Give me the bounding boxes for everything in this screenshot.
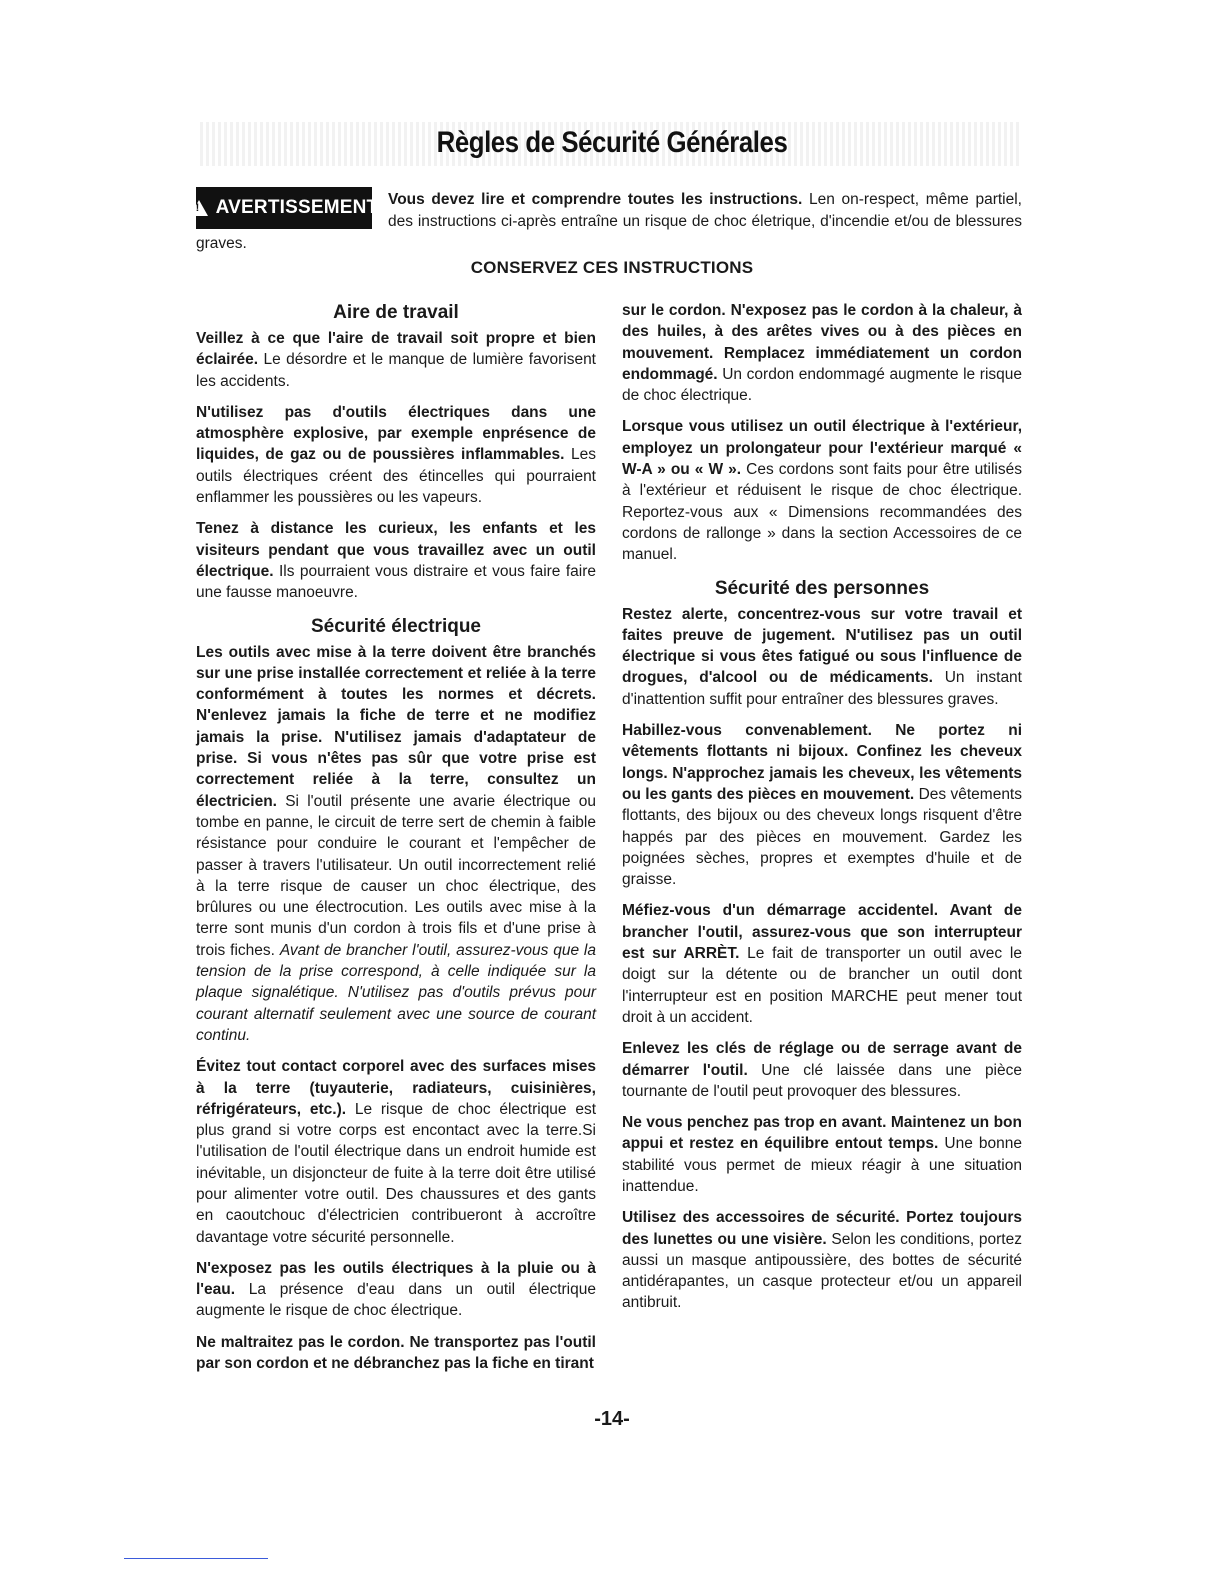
paragraph (622, 720, 1022, 890)
section-heading-personnes: Sécurité des personnes (714, 577, 930, 599)
paragraph-text: Les outils électriques créent des étincelles qui pourraient enflammer les poussières ou les vapeurs. (196, 446, 596, 507)
paragraph-text: Une clé laissée dans une pièce tournante de l'outil peut provoquer des blessures. (622, 1061, 1022, 1100)
paragraph-text: Le désordre et le manque de lumière favorisent les accidents. (196, 351, 596, 390)
paragraph-text: Des vêtements flottants, des bijoux ou des cheveux longs risquent d'être happés par des pièces en mouvement. Gardez les poignées sèches, propres et exemptes d'huile et de graisse. (622, 785, 1022, 889)
paragraph-bold: N'exposez pas les outils électriques à la pluie ou à l'eau. (196, 1259, 596, 1299)
paragraph (196, 328, 596, 392)
paragraph (196, 518, 596, 603)
paragraph-text: Une bonne stabilité vous permet de mieux réagir à une situation inattendue. (622, 1135, 1023, 1195)
paragraph (622, 1112, 1022, 1197)
warning-intro (196, 189, 1022, 255)
paragraph-italic: Avant de brancher l'outil, assurez-vous que la tension de la prise correspond, à celle indiquée sur la plaque signalétique. N'utilisez pas d'outils prévus pour courant alternatif seulement avec une source de courant continu. (196, 941, 596, 1044)
footer-rule (124, 1558, 268, 1559)
right-column (622, 300, 1022, 1324)
paragraph-bold: N'utilisez pas d'outils électriques dans une atmosphère explosive, par exemple enprésence de liquides, de gaz ou de poussières inflammables. (196, 403, 596, 464)
paragraph-bold: Veillez à ce que l'aire de travail soit propre et bien éclairée. (196, 330, 596, 369)
paragraph (622, 1207, 1022, 1313)
paragraph (196, 1056, 596, 1248)
paragraph-text: Le risque de choc électrique est plus grand si votre corps est encontact avec la terre.Si l'utilisation de l'outil électrique dans un endroit humide est inévitable, un disjoncteur de fuite à la terre doit être utilisé pour alimenter votre outil. Des chaussures et des gants en caoutchouc d'électricien contribueront à accroître davantage votre sécurité personnelle. (196, 1100, 596, 1246)
page-number: -14- (594, 1408, 630, 1430)
paragraph-bold: Méfiez-vous d'un démarrage accidentel. Avant de brancher l'outil, assurez-vous que son interrupteur est sur ARRÈT. (622, 902, 1022, 963)
paragraph-bold: Habillez-vous convenablement. Ne portez ni vêtements flottants ni bijoux. Confinez les cheveux longs. N'approchez jamais les cheveux, les vêtements ou les gants des pièces en mouvement. (622, 722, 1022, 803)
paragraph (196, 1332, 596, 1375)
paragraph-text: Un instant d'inattention suffit pour entraîner des blessures graves. (622, 669, 1022, 708)
section-heading-electrique: Sécurité électrique (310, 615, 482, 637)
paragraph-text: Si l'outil présente une avarie électrique ou tombe en panne, le circuit de terre sert de chemin à faible résistance pour conduire le courant et l'empêcher de passer à travers l'utilisateur. Un outil incorrectement relié à la terre risque de causer un choc électrique, des brûlures ou une électrocution. Les outils avec mise à la terre sont munis d'un cordon à trois fils et d'une prise à trois fiches. (196, 792, 596, 959)
paragraph-text: La présence d'eau dans un outil électrique augmente le risque de choc électrique. (196, 1281, 596, 1320)
paragraph-text: Un cordon endommagé augmente le risque de choc électrique. (622, 365, 1022, 405)
paragraph-bold: sur le cordon. N'exposez pas le cordon à la chaleur, à des huiles, à des arêtes vives ou à des pièces en mouvement. Remplacez immédiatement un cordon endommagé. (622, 302, 1022, 383)
paragraph-text: Selon les conditions, portez aussi un masque antipoussière, des bottes de sécurité antidérapantes, un casque protecteur et/ou un appareil antibruit. (622, 1230, 1022, 1312)
section-heading-aire: Aire de travail (333, 302, 459, 323)
paragraph-bold: Lorsque vous utilisez un outil électrique à l'extérieur, employez un prolongateur pour l'extérieur marqué « W-A » ou « W ». (622, 418, 1022, 479)
paragraph-text: Ces cordons sont faits pour être utilisés à l'extérieur et réduisent le risque de choc électrique. Reportez-vous aux « Dimensions recommandées des cordons de rallonge » dans la section Accessoires de ce manuel. (622, 461, 1022, 564)
paragraph-text: Ils pourraient vous distraire et vous faire faire une fausse manoeuvre. (196, 562, 596, 602)
paragraph (622, 900, 1022, 1028)
warning-body-text: Len on-respect, même partiel, des instructions ci-après entraîne un risque de choc életrique, d'incendie et/ou de blessures graves. (196, 191, 1022, 252)
badge-spacer (196, 189, 388, 233)
paragraph-bold: Restez alerte, concentrez-vous sur votre travail et faites preuve de jugement. N'utilisez pas un outil électrique si vous êtes fatigué ou sous l'influence de drogues, d'alcool ou de médicaments. (622, 605, 1022, 687)
paragraph-text: Le fait de transporter un outil avec le doigt sur la détente ou de brancher un outil dont l'interrupteur est en position MARCHE peut mener tout droit à un accident. (622, 945, 1022, 1026)
paragraph-bold: Ne maltraitez pas le cordon. Ne transportez pas l'outil par son cordon et ne débranchez pas la fiche en tirant (196, 1333, 596, 1373)
paragraph (622, 1038, 1022, 1102)
paragraph (196, 642, 596, 1047)
paragraph (622, 300, 1022, 406)
paragraph-bold: Enlevez les clés de réglage ou de serrage avant de démarrer l'outil. (622, 1040, 1022, 1079)
paragraph-bold: Tenez à distance les curieux, les enfants et les visiteurs pendant que vous travaillez avec un outil électrique. (196, 520, 596, 580)
paragraph (196, 1258, 596, 1322)
paragraph (622, 416, 1022, 565)
paragraph-bold: Ne vous penchez pas trop en avant. Maintenez un bon appui et restez en équilibre entout temps. (622, 1114, 1022, 1153)
conserve-instructions: CONSERVEZ CES INSTRUCTIONS (470, 258, 754, 277)
warning-badge-label: AVERTISSEMENT (215, 197, 379, 218)
paragraph-bold: Les outils avec mise à la terre doivent être branchés sur une prise installée correctement et reliée à la terre conformément à toutes les normes et décrets. N'enlevez jamais la fiche de terre et ne modifiez jamais la prise. N'utilisez jamais d'adaptateur de prise. Si vous n'êtes pas sûr que votre prise est correctement reliée à la terre, consultez un électricien. (196, 643, 596, 810)
paragraph (622, 604, 1022, 710)
paragraph (196, 402, 596, 508)
page-title: Règles de Sécurité Générales (436, 126, 788, 159)
warning-bold-text: Vous devez lire et comprendre toutes les instructions. (388, 191, 803, 208)
left-column (196, 300, 596, 1384)
paragraph-bold: Évitez tout contact corporel avec des surfaces mises à la terre (tuyauterie, radiateurs, cuisinières, réfrigérateurs, etc.). (196, 1058, 596, 1118)
paragraph-bold: Utilisez des accessoires de sécurité. Portez toujours des lunettes ou une visière. (622, 1209, 1022, 1248)
